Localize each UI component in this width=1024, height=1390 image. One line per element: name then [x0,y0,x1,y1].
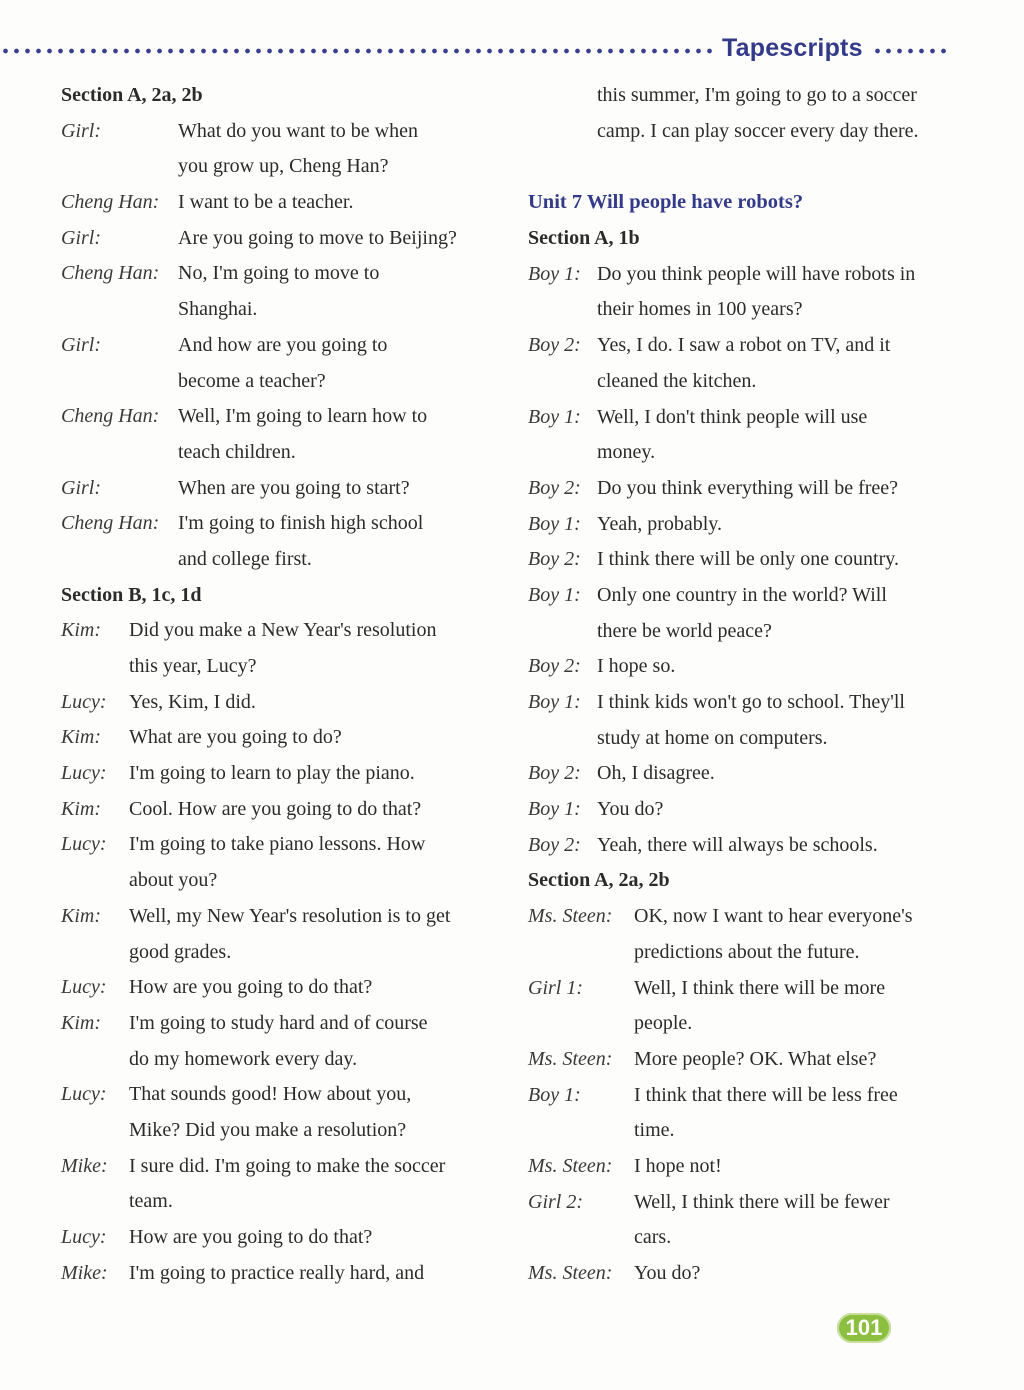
dialogue-text: time. [634,1119,675,1142]
dialogue-text: Well, my New Year's resolution is to get [129,904,451,927]
dialogue-text: You do? [597,798,664,821]
speaker-label: Boy 2: [528,334,581,357]
dialogue-line [528,1078,968,1114]
speaker-label: Ms. Steen: [528,1047,613,1070]
dialogue-line [61,1113,501,1149]
left-column [61,78,501,1291]
dialogue-text: Well, I'm going to learn how to [178,405,428,428]
dialogue-line [528,471,968,507]
speaker-label: Ms. Steen: [528,1262,613,1284]
dialogue-text: Well, I think there will be more [634,976,886,999]
dialogue-line [528,1256,968,1292]
section-heading: Section A, 1b [528,227,640,250]
page-number-badge: 101 [837,1313,891,1343]
dialogue-line [528,507,968,543]
dialogue-text: and college first. [178,547,312,570]
speaker-label: Girl: [61,119,101,142]
dialogue-text: teach children. [178,440,296,463]
dialogue-line [61,256,501,292]
dialogue-text: do my homework every day. [129,1047,358,1070]
dialogue-text: I want to be a teacher. [178,191,354,214]
dialogue-text: good grades. [129,940,232,963]
speaker-label: Kim: [61,797,101,820]
speaker-label: Lucy: [61,690,107,713]
dialogue-line [61,649,501,685]
speaker-label: Boy 1: [528,691,581,713]
speaker-label: Girl 1: [528,976,583,999]
dialogue-text: predictions about the future. [634,940,860,963]
dialogue-text: I'm going to learn to play the piano. [129,762,415,785]
speaker-label: Kim: [61,904,101,927]
dialogue-line [528,364,968,400]
speaker-label: Ms. Steen: [528,1154,613,1177]
speaker-label: Cheng Han: [61,405,160,428]
dialogue-text: team. [129,1190,173,1213]
dialogue-line [528,1185,968,1221]
unit-heading: Unit 7 Will people have robots? [528,191,804,214]
dialogue-line [528,400,968,436]
dialogue-line [528,971,968,1007]
dialogue-line [61,863,501,899]
dialogue-text: I sure did. I'm going to make the soccer [129,1154,446,1177]
dialogue-line [61,1184,501,1220]
dialogue-line [61,970,501,1006]
dialogue-line [528,1042,968,1078]
dialogue-line [61,935,501,971]
dialogue-text: Yes, Kim, I did. [129,690,256,713]
dialogue-text: I think there will be only one country. [597,548,899,571]
dialogue-line [61,1220,501,1256]
speaker-label: Boy 2: [528,655,581,678]
dialogue-line [528,114,968,150]
speaker-label: Boy 1: [528,262,581,285]
speaker-label: Kim: [61,1011,101,1034]
right-column [528,78,968,1292]
dialogue-line [61,827,501,863]
dialogue-line [61,685,501,721]
dialogue-line [61,1042,501,1078]
dialogue-line [61,899,501,935]
speaker-label: Girl: [61,333,101,356]
dialogue-line [61,1006,501,1042]
header-dotted-rule-left [0,44,714,58]
dialogue-line [61,542,501,578]
dialogue-text: this summer, I'm going to go to a soccer [597,84,917,106]
dialogue-text: there be world peace? [597,619,772,642]
section-heading: Section A, 2a, 2b [61,84,203,106]
dialogue-text: Yeah, probably. [597,512,722,535]
dialogue-line [528,578,968,614]
dialogue-text: Did you make a New Year's resolution [129,619,437,642]
dialogue-line [61,114,501,150]
dialogue-text: this year, Lucy? [129,655,257,677]
section-heading: Section B, 1c, 1d [61,583,202,606]
dialogue-line [61,613,501,649]
dialogue-text: Yes, I do. I saw a robot on TV, and it [597,334,891,357]
speaker-label: Girl: [61,476,101,499]
dialogue-text: That sounds good! How about you, [129,1083,412,1106]
dialogue-text: study at home on computers. [597,726,828,749]
dialogue-line [528,328,968,364]
speaker-label: Lucy: [61,976,107,999]
speaker-label: Boy 2: [528,476,581,499]
dialogue-text: When are you going to start? [178,476,410,499]
dialogue-text: Do you think people will have robots in [597,262,916,285]
dialogue-text: you grow up, Cheng Han? [178,155,389,178]
dialogue-line [528,1220,968,1256]
dialogue-text: You do? [634,1262,701,1284]
dialogue-text: How are you going to do that? [129,1226,373,1248]
dialogue-text: I'm going to take piano lessons. How [129,833,426,856]
speaker-label: Boy 1: [528,405,581,428]
speaker-label: Mike: [61,1261,108,1284]
dialogue-line [528,435,968,471]
dialogue-line [61,221,501,257]
dialogue-text: Oh, I disagree. [597,762,715,785]
dialogue-line [61,756,501,792]
dialogue-text: I think that there will be less free [634,1083,898,1106]
dialogue-line [61,1149,501,1185]
speaker-label: Lucy: [61,1083,107,1106]
speaker-label: Cheng Han: [61,262,160,285]
dialogue-text: cleaned the kitchen. [597,369,757,392]
dialogue-line [61,435,501,471]
section-heading: Section A, 2a, 2b [528,869,670,892]
dialogue-line [61,149,501,185]
dialogue-line [61,471,501,507]
dialogue-text: Mike? Did you make a resolution? [129,1118,407,1141]
dialogue-line [528,1149,968,1185]
dialogue-line [61,506,501,542]
dialogue-text: Well, I don't think people will use [597,405,868,428]
dialogue-line [61,185,501,221]
speaker-label: Boy 2: [528,833,581,856]
dialogue-text: What do you want to be when [178,119,418,142]
dialogue-line [61,792,501,828]
dialogue-text: No, I'm going to move to [178,262,380,285]
speaker-label: Boy 2: [528,548,581,571]
dialogue-line [528,649,968,685]
dialogue-line [61,364,501,400]
dialogue-text: Are you going to move to Beijing? [178,226,457,249]
dialogue-text: about you? [129,869,218,892]
dialogue-line [61,720,501,756]
dialogue-line [528,1113,968,1149]
speaker-label: Boy 1: [528,1083,581,1106]
speaker-label: Cheng Han: [61,512,160,535]
dialogue-text: Only one country in the world? Will [597,583,887,606]
dialogue-text: money. [597,441,656,464]
speaker-label: Boy 1: [528,798,581,821]
dialogue-text: I hope not! [634,1154,722,1177]
dialogue-text: I hope so. [597,655,676,678]
dialogue-line [61,1256,501,1292]
dialogue-text: become a teacher? [178,369,326,392]
dialogue-text: OK, now I want to hear everyone's [634,905,913,928]
dialogue-text: people. [634,1012,693,1035]
dialogue-line [528,78,968,114]
dialogue-line [528,828,968,864]
dialogue-line [528,257,968,293]
dialogue-line [528,899,968,935]
speaker-label: Cheng Han: [61,191,160,214]
dialogue-line [528,935,968,971]
speaker-label: Boy 1: [528,512,581,535]
dialogue-text: I think kids won't go to school. They'll [597,691,905,713]
dialogue-text: I'm going to study hard and of course [129,1011,428,1034]
dialogue-line [528,756,968,792]
speaker-label: Boy 2: [528,762,581,785]
dialogue-text: camp. I can play soccer every day there. [597,119,919,142]
header-title: Tapescripts [722,34,863,62]
dialogue-line [61,328,501,364]
dialogue-text: Do you think everything will be free? [597,476,899,499]
header-dotted-rule-right [872,44,952,58]
speaker-label: Lucy: [61,833,107,856]
speaker-label: Kim: [61,619,101,642]
dialogue-line [61,1077,501,1113]
dialogue-text: Cool. How are you going to do that? [129,797,422,820]
dialogue-text: Well, I think there will be fewer [634,1190,890,1213]
dialogue-text: I'm going to finish high school [178,512,424,535]
speaker-label: Lucy: [61,762,107,785]
dialogue-text: How are you going to do that? [129,976,373,999]
dialogue-text: Yeah, there will always be schools. [597,833,878,856]
speaker-label: Mike: [61,1154,108,1177]
dialogue-text: More people? OK. What else? [634,1047,877,1070]
speaker-label: Lucy: [61,1226,107,1248]
dialogue-line [528,292,968,328]
dialogue-line [528,542,968,578]
dialogue-text: And how are you going to [178,333,388,356]
dialogue-line [61,399,501,435]
dialogue-line [61,292,501,328]
dialogue-text: Shanghai. [178,298,258,321]
speaker-label: Boy 1: [528,583,581,606]
speaker-label: Kim: [61,726,101,749]
dialogue-line [528,1006,968,1042]
dialogue-line [528,614,968,650]
dialogue-text: I'm going to practice really hard, and [129,1261,425,1284]
dialogue-line [528,792,968,828]
speaker-label: Girl: [61,226,101,249]
dialogue-text: their homes in 100 years? [597,298,803,321]
dialogue-line [528,721,968,757]
dialogue-text: cars. [634,1226,672,1249]
dialogue-line [528,685,968,721]
dialogue-text: What are you going to do? [129,726,342,749]
speaker-label: Girl 2: [528,1190,583,1213]
speaker-label: Ms. Steen: [528,905,613,928]
